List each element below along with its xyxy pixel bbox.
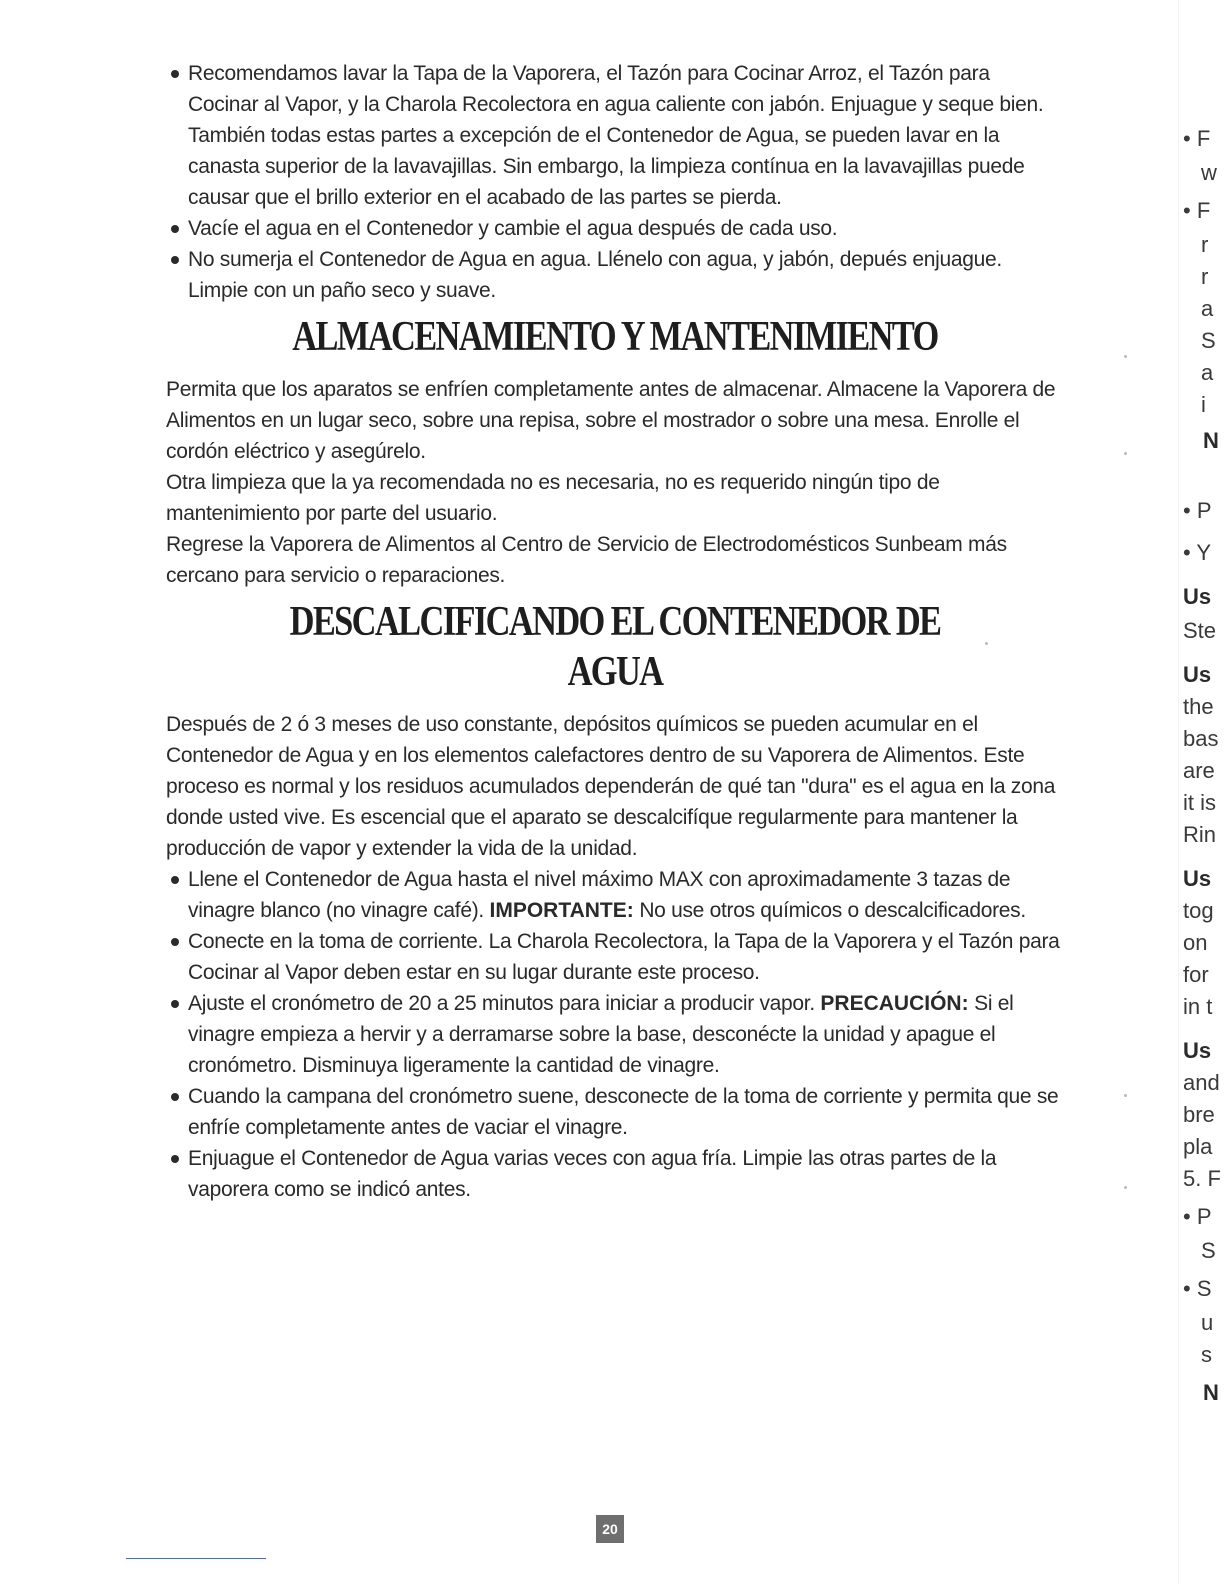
adjacent-page-edge <box>1178 0 1224 1584</box>
edge-fragment: and <box>1183 1070 1220 1095</box>
descaling-step-4: Cuando la campana del cronómetro suene, desconecte de la toma de corriente y permita que se enfríe completamente antes de vaciar el vinagre. <box>166 1081 1064 1143</box>
descaling-intro: Después de 2 ó 3 meses de uso constante, depósitos químicos se pueden acumular en el Contenedor de Agua y en los elementos calefactores dentro de su Vaporera de Alimentos. Este proceso es normal y los residuos acumulados dependerán de qué tan "dura" es el agua en la zona donde usted vive. Es escencial que el aparato se descalcifíque regularmente para mantener la producción de vapor y extender la vida de la unidad. <box>166 713 1056 860</box>
edge-fragment: N <box>1203 1380 1219 1405</box>
page-content <box>166 58 1064 1205</box>
edge-fragment: for <box>1183 962 1209 987</box>
page-number: 20 <box>596 1515 624 1543</box>
footer-rule <box>126 1558 266 1559</box>
descaling-step-5: Enjuague el Contenedor de Agua varias veces con agua fría. Limpie las otras partes de la vaporera como se indicó antes. <box>166 1143 1064 1205</box>
storage-heading: ALMACENAMIENTO Y MANTENIMIENTO <box>292 314 938 360</box>
cleaning-bullet-2: Vacíe el agua en el Contenedor y cambie el agua después de cada uso. <box>166 213 1064 244</box>
step-1-after: No use otros químicos o descalcificadores. <box>639 899 1026 922</box>
edge-fragment: r <box>1201 232 1209 257</box>
edge-fragment: Us <box>1183 662 1212 687</box>
storage-paragraph-3: Regrese la Vaporera de Alimentos al Centro de Servicio de Electrodomésticos Sunbeam más cercano para servicio o reparaciones. <box>166 533 1007 587</box>
edge-fragment: • S <box>1183 1276 1212 1301</box>
edge-fragment: in t <box>1183 994 1213 1019</box>
edge-fragment: pla <box>1183 1134 1213 1159</box>
caution-label: PRECAUCIÓN: <box>820 992 969 1015</box>
descaling-heading: DESCALCIFICANDO EL CONTENEDOR DE AGUA <box>289 599 941 695</box>
edge-fragment: it is <box>1183 790 1216 815</box>
edge-fragment: u <box>1201 1310 1214 1335</box>
edge-fragment: bre <box>1183 1102 1215 1127</box>
cleaning-bullet-1: Recomendamos lavar la Tapa de la Vaporera, el Tazón para Cocinar Arroz, el Tazón para Cocinar al Vapor, y la Charola Recolectora en agua caliente con jabón. Enjuague y seque bien. También todas estas partes a excepción de el Contenedor de Agua, se pueden lavar en la canasta superior de la lavavajillas. Sin embargo, la limpieza contínua en la lavavajillas puede causar que el brillo exterior en el acabado de las partes se pierda. <box>166 58 1064 213</box>
edge-fragment: i <box>1201 392 1206 417</box>
descaling-step-2: Conecte en la toma de corriente. La Charola Recolectora, la Tapa de la Vaporera y el Tazón para Cocinar al Vapor deben estar en su lugar durante este proceso. <box>166 926 1064 988</box>
edge-fragment: on <box>1183 930 1208 955</box>
edge-fragment: are <box>1183 758 1215 783</box>
descaling-step-1 <box>166 864 1064 926</box>
edge-fragment: S <box>1201 328 1216 353</box>
scan-speck <box>1124 355 1127 358</box>
edge-fragment: Us <box>1183 584 1212 609</box>
edge-fragment: bas <box>1183 726 1219 751</box>
storage-paragraph-1: Permita que los aparatos se enfríen completamente antes de almacenar. Almacene la Vaporera de Alimentos en un lugar seco, sobre una repisa, sobre el mostrador o sobre una mesa. Enrolle el cordón eléctrico y asegúrelo. <box>166 378 1056 463</box>
edge-fragment: S <box>1201 1238 1216 1263</box>
edge-fragment: tog <box>1183 898 1214 923</box>
edge-fragment: a <box>1201 296 1214 321</box>
step-3-after: Si el vinagre empieza a hervir y a derramarse sobre la base, desconécte la unidad y apague el cronómetro. Disminuya ligeramente la cantidad de vinagre. <box>188 992 1014 1077</box>
edge-fragment: a <box>1201 360 1214 385</box>
edge-fragment: Ste <box>1183 618 1217 643</box>
edge-fragment: • P <box>1183 498 1212 523</box>
edge-fragment: • F <box>1183 126 1211 151</box>
scan-speck <box>1124 452 1127 455</box>
edge-fragment: the <box>1183 694 1214 719</box>
cleaning-bullet-3: No sumerja el Contenedor de Agua en agua. Llénelo con agua, y jabón, depués enjuague. Limpie con un paño seco y suave. <box>166 244 1064 306</box>
edge-fragment: Us <box>1183 866 1212 891</box>
edge-fragment: s <box>1201 1342 1212 1367</box>
important-label: IMPORTANTE: <box>489 899 634 922</box>
edge-fragment: w <box>1201 160 1217 185</box>
edge-fragment: • Y <box>1183 540 1212 565</box>
scan-speck <box>1124 1094 1127 1097</box>
step-1-text: Llene el Contenedor de Agua hasta el nivel máximo MAX con aproximadamente 3 tazas de vinagre blanco (no vinagre café). <box>188 868 1011 922</box>
edge-fragment: • F <box>1183 198 1211 223</box>
step-3-text: Ajuste el cronómetro de 20 a 25 minutos para iniciar a producir vapor. <box>188 992 815 1015</box>
edge-fragment: N <box>1203 428 1219 453</box>
descaling-step-3 <box>166 988 1064 1081</box>
storage-paragraph-2: Otra limpieza que la ya recomendada no es necesaria, no es requerido ningún tipo de mantenimiento por parte del usuario. <box>166 471 940 525</box>
edge-fragment: Rin <box>1183 822 1217 847</box>
edge-fragment: • P <box>1183 1204 1212 1229</box>
edge-fragment: 5. F <box>1183 1166 1221 1191</box>
edge-fragment: Us <box>1183 1038 1212 1063</box>
scan-speck <box>985 642 988 645</box>
edge-fragment: r <box>1201 264 1209 289</box>
scan-speck <box>1124 1186 1127 1189</box>
